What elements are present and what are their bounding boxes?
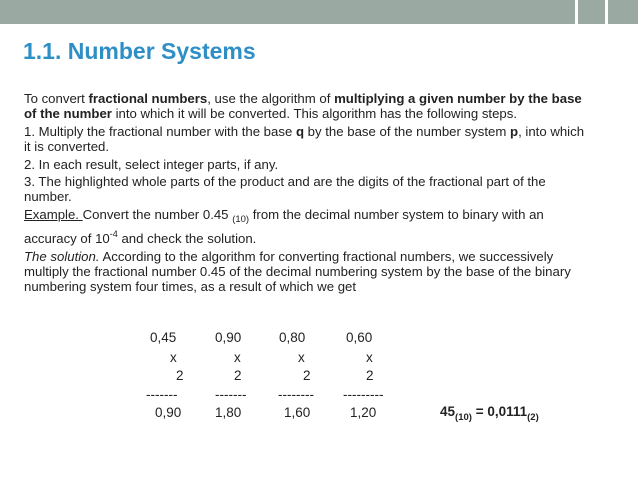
multiplier: 2 <box>234 368 242 383</box>
separator-line: --------- <box>343 387 384 402</box>
multiplier: 2 <box>176 368 184 383</box>
bar-divider <box>605 0 608 24</box>
multiply-sign: x <box>298 350 305 365</box>
step-bold: p <box>510 123 519 139</box>
example-label: Example. <box>24 206 83 222</box>
result-equation <box>440 404 539 423</box>
intro-text: , use the algorithm of <box>207 91 335 106</box>
solution-paragraph <box>24 249 594 295</box>
step-text: , into which it is converted. <box>24 123 585 155</box>
product: 1,80 <box>215 405 242 420</box>
operand: 0,90 <box>215 330 242 345</box>
separator-line: ------- <box>146 387 178 402</box>
step-text: by the base of the number system <box>304 123 510 139</box>
multiplier: 2 <box>303 368 311 383</box>
step-bold: q <box>295 123 305 139</box>
solution-text: According to the algorithm for converting fractional numbers, we successively multiply the fractional number 0.45 of the decimal numbering system by the base of the binary numbering system four times, as a result of which we get <box>24 248 571 295</box>
result-rhs-subscript: (2) <box>527 412 539 423</box>
operand: 0,60 <box>346 330 373 345</box>
example-paragraph <box>24 207 594 247</box>
example-superscript: -4 <box>109 229 118 240</box>
step-text: 1. Multiply the fractional number with the base <box>24 123 296 139</box>
result-lhs: 45 <box>440 404 456 419</box>
result-lhs-subscript: (10) <box>455 412 472 423</box>
result-rhs: = 0,0111 <box>471 404 528 419</box>
multiply-sign: x <box>170 350 177 365</box>
operand: 0,45 <box>150 330 177 345</box>
multiplier: 2 <box>366 368 374 383</box>
operand: 0,80 <box>279 330 306 345</box>
example-text: and check the solution. <box>117 231 257 247</box>
multiply-sign: x <box>366 350 373 365</box>
intro-bold: multiplying a given number by the base of the number <box>24 91 582 122</box>
example-text: Convert the number 0.45 <box>82 206 233 222</box>
step-2: 2. In each result, select integer parts, if any. <box>24 156 279 172</box>
multiply-sign: x <box>234 350 241 365</box>
product: 1,20 <box>350 405 377 420</box>
separator-line: ------- <box>215 387 247 402</box>
bar-divider <box>575 0 578 24</box>
slide-title: 1.1. Number Systems <box>23 38 256 64</box>
separator-line: -------- <box>278 387 314 402</box>
slide-body <box>24 91 594 297</box>
intro-text: To convert <box>24 91 89 106</box>
step-3: 3. The highlighted whole parts of the product and are the digits of the fractional part of the number. <box>24 174 546 205</box>
intro-paragraph <box>24 91 594 122</box>
example-text: from the decimal number system to binary with an accuracy of 10 <box>24 206 544 247</box>
intro-text: into which it will be converted. This algorithm has the following steps. <box>111 106 518 122</box>
solution-label: The solution. <box>24 248 100 264</box>
product: 1,60 <box>284 405 311 420</box>
product: 0,90 <box>155 405 182 420</box>
step-1 <box>24 124 594 155</box>
intro-bold: fractional numbers <box>88 91 208 106</box>
top-bar <box>0 0 638 24</box>
example-subscript: (10) <box>232 213 250 225</box>
